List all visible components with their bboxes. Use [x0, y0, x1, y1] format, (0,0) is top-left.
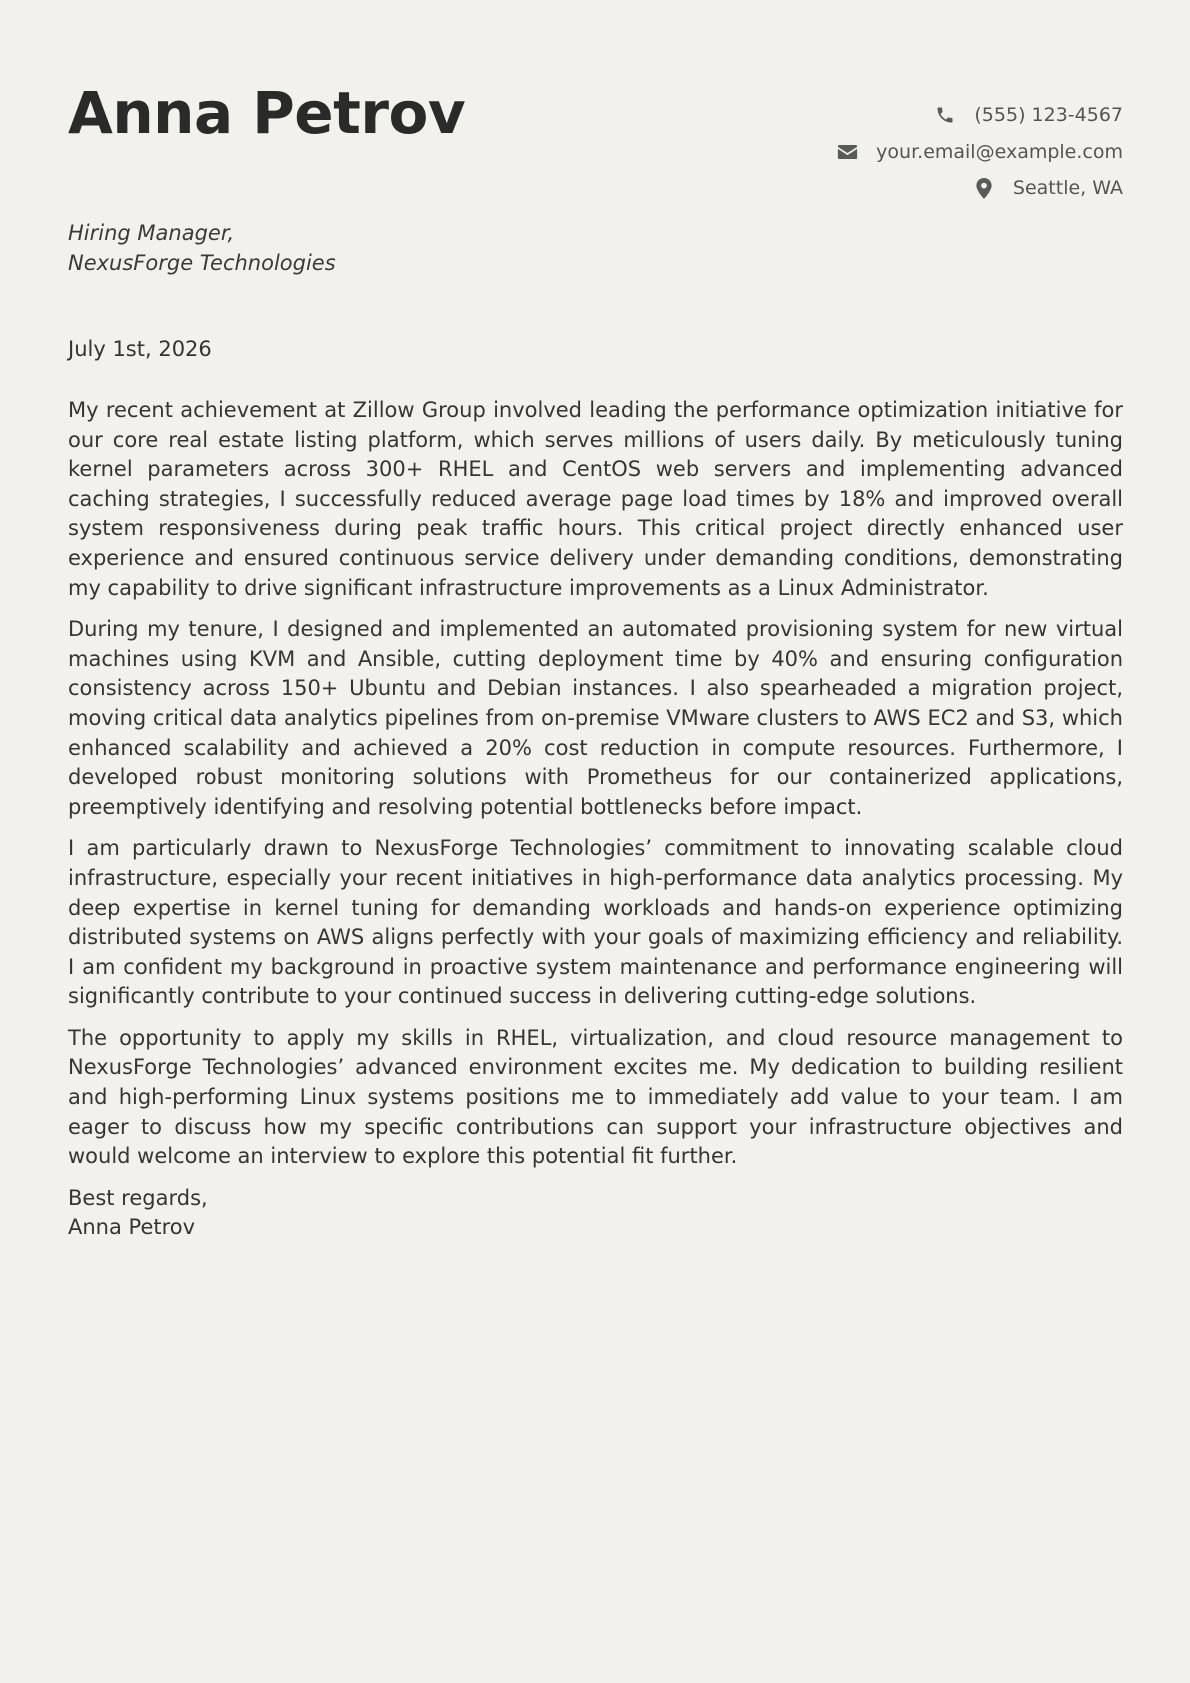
recipient-title: Hiring Manager,	[68, 221, 235, 245]
contact-location-row	[836, 170, 1123, 207]
contact-phone: (555) 123-4567	[974, 104, 1123, 127]
map-pin-icon	[973, 177, 995, 199]
envelope-icon	[836, 141, 858, 163]
contact-email-row	[836, 134, 1123, 171]
letter-header	[68, 0, 1123, 210]
body-paragraph: The opportunity to apply my skills in RHEL, virtualization, and cloud resource management to NexusForge Technologies’ advanced environment excites me. My dedication to building resilient and high-performing Linux systems positions me to immediately add value to your team. I am eager to discuss how my specific contributions can support your infrastructure objectives and would welcome an interview to explore this potential fit further.	[68, 1025, 1123, 1169]
applicant-name: Anna Petrov	[68, 79, 466, 147]
contact-info	[836, 97, 1123, 207]
letter-body	[68, 396, 1123, 1243]
letter-closing	[68, 1184, 1123, 1243]
recipient-block	[68, 219, 336, 278]
letter-date: July 1st, 2026	[68, 337, 212, 361]
recipient-company: NexusForge Technologies	[68, 250, 336, 275]
contact-location: Seattle, WA	[1012, 177, 1123, 200]
closing-signature: Anna Petrov	[68, 1215, 196, 1240]
cover-letter-page	[68, 0, 1123, 1683]
body-paragraph: My recent achievement at Zillow Group involved leading the performance optimization initiative for our core real estate listing platform, which serves millions of users daily. By meticulously tuning kernel parameters across 300+ RHEL and CentOS web servers and implementing advanced caching strategies, I successfully reduced average page load times by 18% and improved overall system responsiveness during peak traffic hours. This critical project directly enhanced user experience and ensured continuous service delivery under demanding conditions, demonstrating my capability to drive significant infrastructure improvements as a Linux Administrator.	[68, 398, 1123, 600]
contact-phone-row	[836, 97, 1123, 134]
body-paragraph: During my tenure, I designed and implemented an automated provisioning system for new virtual machines using KVM and Ansible, cutting deployment time by 40% and ensuring configuration consistency across 150+ Ubuntu and Debian instances. I also spearheaded a migration project, moving critical data analytics pipelines from on-premise VMware clusters to AWS EC2 and S3, which enhanced scalability and achieved a 20% cost reduction in compute resources. Furthermore, I developed robust monitoring solutions with Prometheus for our containerized applications, preemptively identifying and resolving potential bottlenecks before impact.	[68, 617, 1123, 819]
contact-email: your.email@example.com	[876, 140, 1123, 163]
closing-salutation: Best regards,	[68, 1185, 208, 1210]
body-paragraph: I am particularly drawn to NexusForge Technologies’ commitment to innovating scalable cloud infrastructure, especially your recent initiatives in high-performance data analytics processing. My deep expertise in kernel tuning for demanding workloads and hands-on experience optimizing distributed systems on AWS aligns perfectly with your goals of maximizing efficiency and reliability. I am confident my background in proactive system maintenance and performance engineering will significantly contribute to your continued success in delivering cutting-edge solutions.	[68, 836, 1123, 1009]
phone-icon	[934, 104, 956, 126]
